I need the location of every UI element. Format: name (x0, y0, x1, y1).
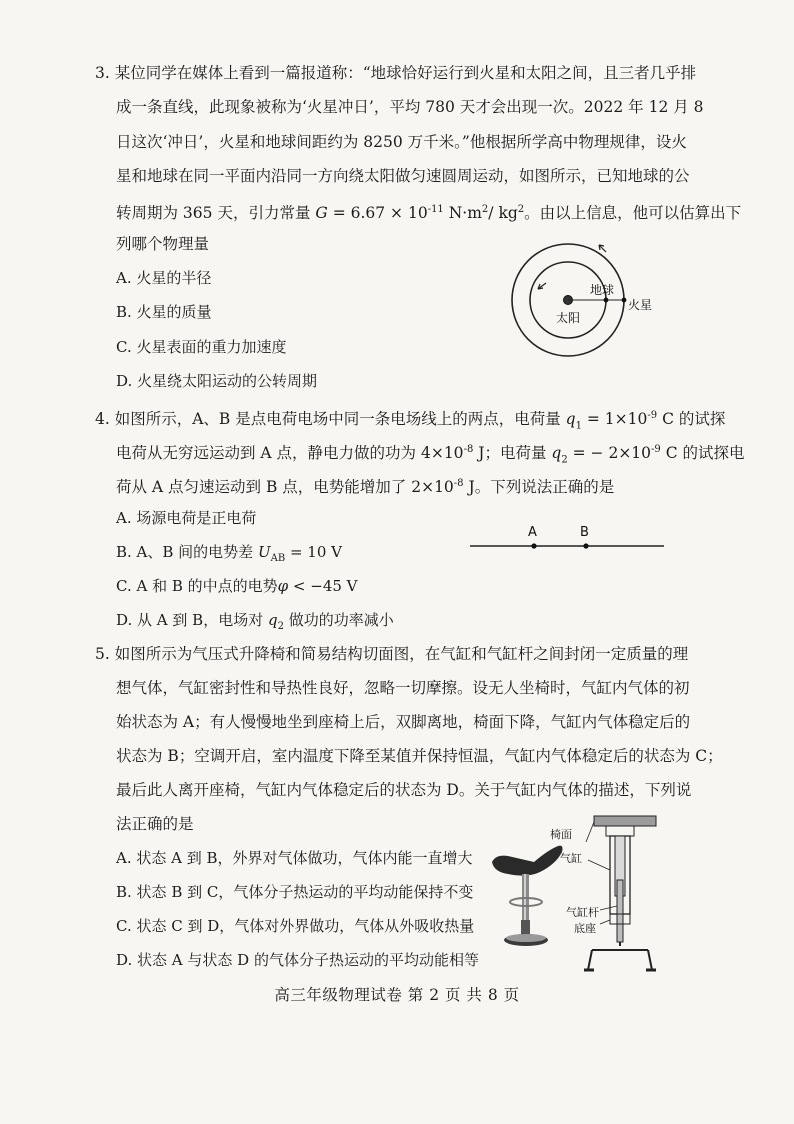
bleed-through-text (105, 495, 109, 510)
q5-option-d[interactable]: D. 状态 A 与状态 D 的气体分子热运动的平均动能相等 (116, 951, 479, 969)
point-b (583, 543, 588, 548)
seat-plate (594, 816, 656, 826)
point-a-label: A (528, 525, 537, 540)
base-label: 底座 (574, 922, 596, 935)
sun-label: 太阳 (556, 311, 581, 325)
q4-option-a[interactable]: A. 场源电荷是正电荷 (116, 509, 257, 527)
mars-dot (622, 298, 627, 303)
q5-line-6: 法正确的是 (116, 815, 194, 833)
earth-dot (604, 298, 609, 303)
q4-option-d[interactable]: D. 从 A 到 B，电场对 $q_2$ 做功的功率减小 (116, 611, 394, 632)
q3-option-b[interactable]: B. 火星的质量 (116, 303, 212, 321)
base-legs (588, 942, 652, 970)
q3-line-3: 日这次‘冲日’，火星和地球间距约为 8250 万千米。”他根据所学高中物理规律，设火 (116, 133, 687, 151)
q3-line-4: 星和地球在同一平面内沿同一方向绕太阳做匀速圆周运动，如图所示，已知地球的公 (116, 167, 690, 185)
page-footer: 高三年级物理试卷 第 2 页 共 8 页 (274, 986, 520, 1004)
q5-option-c[interactable]: C. 状态 C 到 D，气体对外界做功，气体从外吸收热量 (116, 917, 475, 935)
q5-line-4: 状态为 B；空调开启，室内温度下降至某值并保持恒温，气缸内气体稳定后的状态为 C； (116, 747, 723, 765)
q4-line-3: 荷从 A 点匀速运动到 B 点，电势能增加了 $2\times 10^{-8}$ J。下列说法正确的是 (116, 478, 615, 497)
field-line-diagram (468, 518, 668, 558)
q3-line-2: 成一条直线，此现象被称为‘火星冲日’，平均 780 天才会出现一次。2022 年 12 月 8 (116, 98, 704, 116)
cylinder-cross-section (548, 810, 688, 980)
q3-line-1: 3. 某位同学在媒体上看到一篇报道称：“地球恰好运行到火星和太阳之间，且三者几乎排 (95, 64, 697, 82)
point-b-label: B (580, 525, 589, 540)
q4-line-1: 4. 如图所示，A、B 是点电荷电场中同一条电场线上的两点，电荷量 $q_1 = 1\times 10^{-9}$ C 的试探 (95, 410, 726, 432)
seat-label: 椅面 (550, 828, 572, 841)
q4-option-c[interactable]: C. A 和 B 的中点的电势φ < −45 V (116, 577, 358, 595)
rod-label: 气缸杆 (566, 906, 599, 919)
q3-option-a[interactable]: A. 火星的半径 (116, 269, 212, 287)
q5-line-1: 5. 如图所示为气压式升降椅和简易结构切面图，在气缸和气缸杆之间封闭一定质量的理 (95, 645, 689, 663)
q4-option-b[interactable]: B. A、B 间的电势差 $U_{AB} = 10$ V (116, 543, 342, 564)
q3-line-6: 列哪个物理量 (116, 235, 210, 253)
q5-line-5: 最后此人离开座椅，气缸内气体稳定后的状态为 D。关于气缸内气体的描述，下列说 (116, 781, 692, 799)
point-a (531, 543, 536, 548)
q4-line-2: 电荷从无穷远运动到 A 点，静电力做的功为 $4\times 10^{-8}$ J；电荷量 $q_2$ = − $2\times 10^{-9}$ C 的试探电 (116, 444, 745, 466)
orbit-diagram (500, 232, 670, 382)
q5-line-2: 想气体，气缸密封性和导热性良好，忽略一切摩擦。设无人坐椅时，气缸内气体的初 (116, 679, 690, 697)
q3-option-c[interactable]: C. 火星表面的重力加速度 (116, 338, 287, 356)
earth-label: 地球 (590, 283, 615, 297)
cylinder-label: 气缸 (560, 852, 582, 865)
piston-rod (617, 880, 623, 942)
q3-line-5: 转周期为 365 天，引力常量 $G = 6.67 \times 10^{-11}$ $N\cdot m^2/$ $kg^2$。由以上信息，他可以估算出下 (116, 204, 742, 223)
q5-line-3: 始状态为 A；有人慢慢地坐到座椅上后，双脚离地，椅面下降，气缸内气体稳定后的 (116, 713, 691, 731)
q5-option-a[interactable]: A. 状态 A 到 B，外界对气体做功，气体内能一直增大 (116, 849, 473, 867)
q3-option-d[interactable]: D. 火星绕太阳运动的公转周期 (116, 372, 318, 390)
mars-label: 火星 (628, 298, 653, 312)
q5-option-b[interactable]: B. 状态 B 到 C，气体分子热运动的平均动能保持不变 (116, 883, 474, 901)
